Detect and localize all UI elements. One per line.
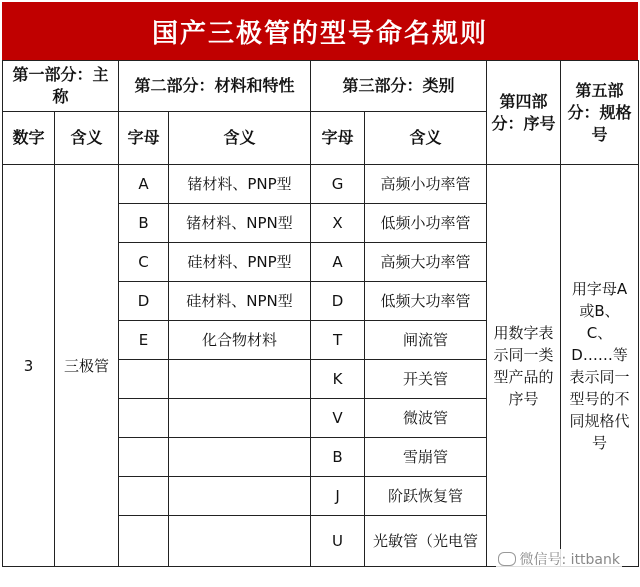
- category-letter: U: [311, 516, 365, 567]
- empty-cell: [119, 477, 169, 516]
- category-letter: V: [311, 399, 365, 438]
- header-meaning-3: 含义: [365, 112, 487, 165]
- watermark: [496, 549, 622, 569]
- part1-digit: 3: [3, 165, 55, 567]
- category-meaning: 光敏管（光电管: [365, 516, 487, 567]
- header-meaning-2: 含义: [169, 112, 311, 165]
- material-letter: D: [119, 282, 169, 321]
- empty-cell: [119, 516, 169, 567]
- category-meaning: 阶跃恢复管: [365, 477, 487, 516]
- header-digit: 数字: [3, 112, 55, 165]
- part5-description: 用字母A或B、C、D……等表示同一型号的不同规格代号: [561, 165, 639, 567]
- header-part3: 第三部分：类别: [311, 61, 487, 112]
- category-meaning: 低频大功率管: [365, 282, 487, 321]
- empty-cell: [169, 477, 311, 516]
- page-title: 国产三极管的型号命名规则: [2, 2, 638, 60]
- header-part5: 第五部分：规格号: [561, 61, 639, 165]
- wechat-icon: [498, 552, 516, 566]
- category-letter: T: [311, 321, 365, 360]
- category-letter: D: [311, 282, 365, 321]
- header-letter-2: 字母: [119, 112, 169, 165]
- category-meaning: 高频小功率管: [365, 165, 487, 204]
- part1-meaning: 三极管: [55, 165, 119, 567]
- category-meaning: 高频大功率管: [365, 243, 487, 282]
- material-meaning: 硅材料、NPN型: [169, 282, 311, 321]
- material-meaning: 硅材料、PNP型: [169, 243, 311, 282]
- material-letter: C: [119, 243, 169, 282]
- category-meaning: 闸流管: [365, 321, 487, 360]
- empty-cell: [119, 360, 169, 399]
- header-part2: 第二部分：材料和特性: [119, 61, 311, 112]
- empty-cell: [169, 516, 311, 567]
- category-meaning: 低频小功率管: [365, 204, 487, 243]
- category-meaning: 微波管: [365, 399, 487, 438]
- category-letter: X: [311, 204, 365, 243]
- part4-description: 用数字表示同一类型产品的序号: [487, 165, 561, 567]
- category-letter: G: [311, 165, 365, 204]
- category-letter: B: [311, 438, 365, 477]
- category-letter: K: [311, 360, 365, 399]
- material-letter: B: [119, 204, 169, 243]
- material-meaning: 锗材料、NPN型: [169, 204, 311, 243]
- header-part1: 第一部分：主称: [3, 61, 119, 112]
- material-meaning: 锗材料、PNP型: [169, 165, 311, 204]
- watermark-text: 微信号: ittbank: [519, 552, 620, 568]
- empty-cell: [119, 438, 169, 477]
- header-letter-3: 字母: [311, 112, 365, 165]
- naming-rules-table: [2, 60, 639, 567]
- empty-cell: [169, 399, 311, 438]
- category-letter: J: [311, 477, 365, 516]
- material-letter: A: [119, 165, 169, 204]
- empty-cell: [119, 399, 169, 438]
- header-part4: 第四部分：序号: [487, 61, 561, 165]
- category-letter: A: [311, 243, 365, 282]
- category-meaning: 开关管: [365, 360, 487, 399]
- header-meaning-1: 含义: [55, 112, 119, 165]
- material-letter: E: [119, 321, 169, 360]
- empty-cell: [169, 360, 311, 399]
- empty-cell: [169, 438, 311, 477]
- material-meaning: 化合物材料: [169, 321, 311, 360]
- category-meaning: 雪崩管: [365, 438, 487, 477]
